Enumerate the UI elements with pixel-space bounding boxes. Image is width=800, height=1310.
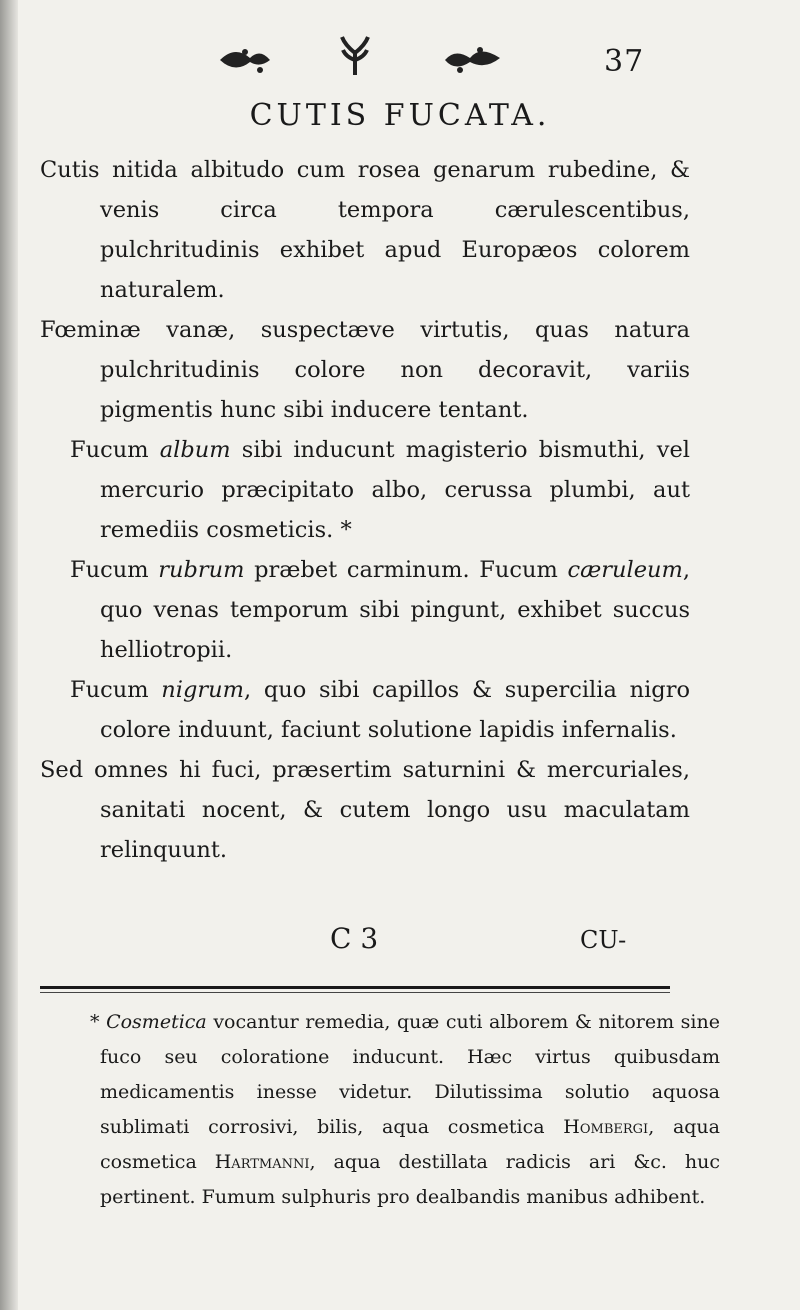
floral-fleuron-icon <box>220 49 270 73</box>
text-run: Fucum <box>70 557 159 583</box>
text-run: , aqua cosmetica <box>100 1116 720 1173</box>
signature-line <box>0 922 800 962</box>
text-run: Fucum <box>70 677 162 703</box>
leaf-fleuron-icon <box>342 37 368 75</box>
signature-mark: C 3 <box>330 922 379 955</box>
small-caps-name: Hombergi <box>563 1116 649 1138</box>
paragraph-6: Sed omnes hi fuci, præsertim saturnini & mercuriales, sanitati nocent, & cutem longo usu maculatam relinquunt. <box>40 757 690 863</box>
italic-term: nigrum <box>161 677 244 703</box>
paragraph-2: Fœminæ vanæ, suspectæve virtutis, quas natura pulchritudinis colore non decoravit, variis pigmentis hunc sibi inducere tentant. <box>40 317 690 423</box>
footnote-marker: * <box>90 1011 107 1033</box>
paragraph-4 <box>40 550 690 670</box>
header-ornaments <box>215 30 515 80</box>
small-caps-name: Hartmanni <box>214 1151 310 1173</box>
text-run: sibi inducunt magisterio bismuthi, vel mercurio præcipitato albo, cerussa plumbi, aut remediis cosmeticis. * <box>100 437 691 543</box>
text-run: vocantur remedia, quæ cuti alborem & nitorem sine fuco seu coloratione inducunt. Hæc virtus quibusdam medicamentis inesse videtur. Dilutissima solutio aquosa sublimati corrosivi, bilis, aqua cosmetica <box>100 1011 720 1138</box>
paragraph-5 <box>40 670 690 750</box>
text-run: præbet carminum. Fucum <box>244 557 568 583</box>
text-run: , quo sibi capillos & supercilia nigro colore induunt, faciunt solutione lapidis infernalis. <box>100 677 690 743</box>
italic-term: album <box>159 437 231 463</box>
italic-term: rubrum <box>158 557 245 583</box>
chapter-title: CUTIS FUCATA. <box>249 98 551 133</box>
footnote-rule-thin <box>40 992 670 993</box>
floral-fleuron-icon <box>445 47 500 73</box>
body-text <box>40 150 690 870</box>
italic-term: cæruleum <box>567 557 683 583</box>
page-number: 37 <box>604 44 645 79</box>
footnote-rule <box>40 986 670 989</box>
paragraph-1: Cutis nitida albitudo cum rosea genarum rubedine, & venis circa tempora cærulescentibus, pulchritudinis exhibet apud Europæos colorem naturalem. <box>40 157 690 303</box>
italic-term: Cosmetica <box>106 1011 207 1033</box>
paragraph-3 <box>40 430 690 550</box>
catchword: CU- <box>580 926 627 954</box>
page-gutter-shadow <box>0 0 18 1310</box>
text-run: , quo venas temporum sibi pingunt, exhibet succus helliotropii. <box>100 557 690 663</box>
text-run: , aqua destillata radicis ari &c. huc pertinent. Fumum sulphuris pro dealbandis manibus adhibent. <box>100 1151 720 1208</box>
footnote <box>50 1005 720 1215</box>
text-run: Fucum <box>70 437 160 463</box>
